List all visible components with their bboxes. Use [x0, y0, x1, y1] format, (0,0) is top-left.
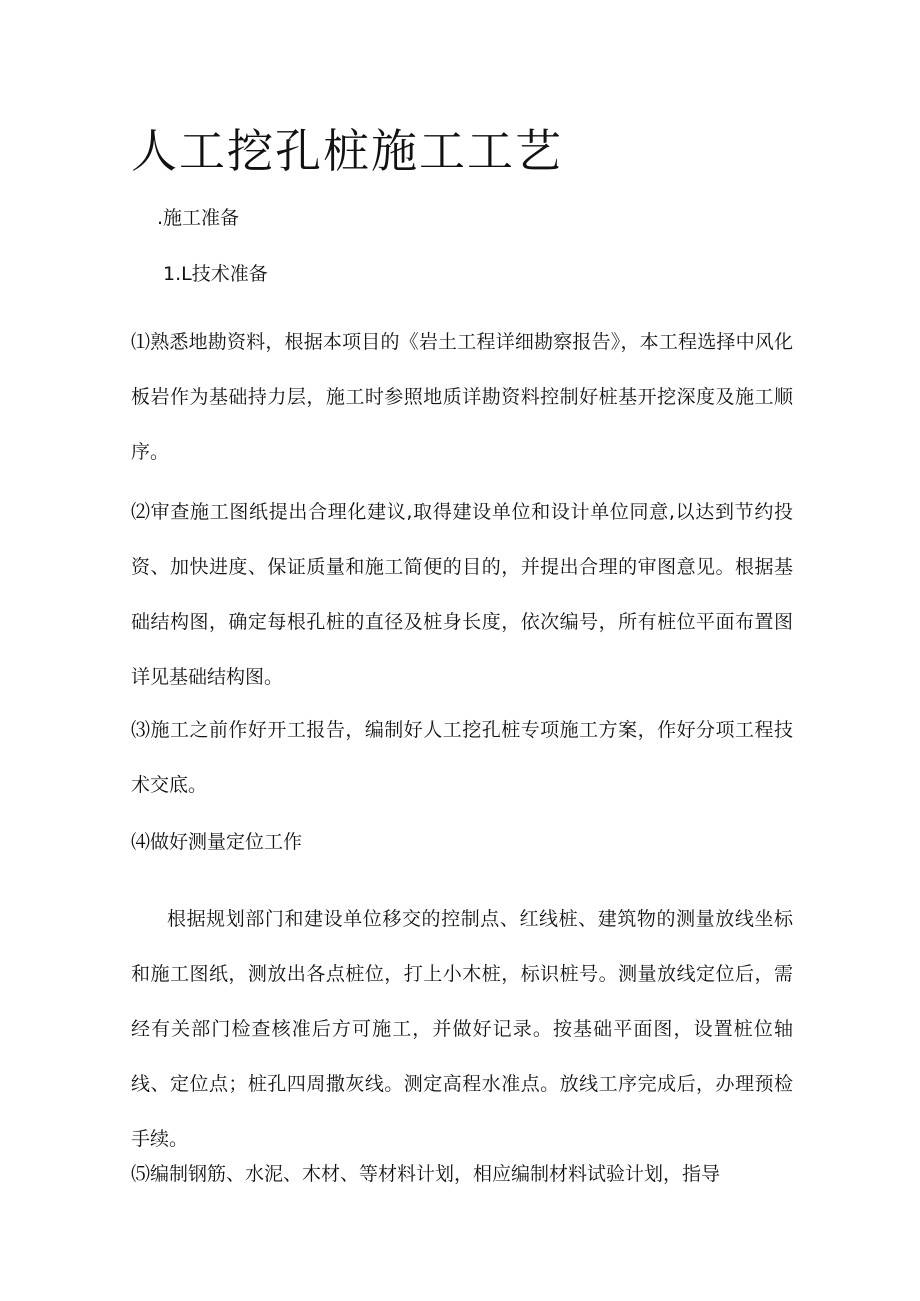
paragraph-2: ⑵审查施工图纸提出合理化建议,取得建设单位和设计单位同意,以达到节约投资、加快进度、保证质量和施工简便的目的，并提出合理的审图意见。根据基础结构图，确定每根孔桩的直径及桩身长度，依次编号，所有桩位平面布置图详见基础结构图。 — [131, 501, 793, 688]
paragraph-6: ⑸编制钢筋、水泥、木材、等材料计划，相应编制材料试验计划，指导 — [131, 1163, 721, 1185]
paragraph-3: ⑶施工之前作好开工报告，编制好人工挖孔桩专项施工方案，作好分项工程技术交底。 — [131, 719, 793, 796]
paragraph-4: ⑷做好测量定位工作 — [131, 831, 303, 853]
paragraph-5: 根据规划部门和建设单位移交的控制点、红线桩、建筑物的测量放线坐标和施工图纸，测放出各点桩位，打上小木桩，标识桩号。测量放线定位后，需经有关部门检查核准后方可施工，并做好记录。按基础平面图，设置桩位轴线、定位点；桩孔四周撒灰线。测定高程水准点。放线工序完成后，办理预检手续。 — [131, 908, 793, 1150]
subsection-heading: 1.L技术准备 — [163, 263, 268, 285]
paragraph-1: ⑴熟悉地勘资料，根据本项目的《岩土工程详细勘察报告》，本工程选择中风化板岩作为基础持力层，施工时参照地质详勘资料控制好桩基开挖深度及施工顺序。 — [131, 331, 793, 463]
document-title: 人工挖孔桩施工工艺 — [131, 124, 563, 178]
section-heading: .施工准备 — [157, 207, 240, 229]
